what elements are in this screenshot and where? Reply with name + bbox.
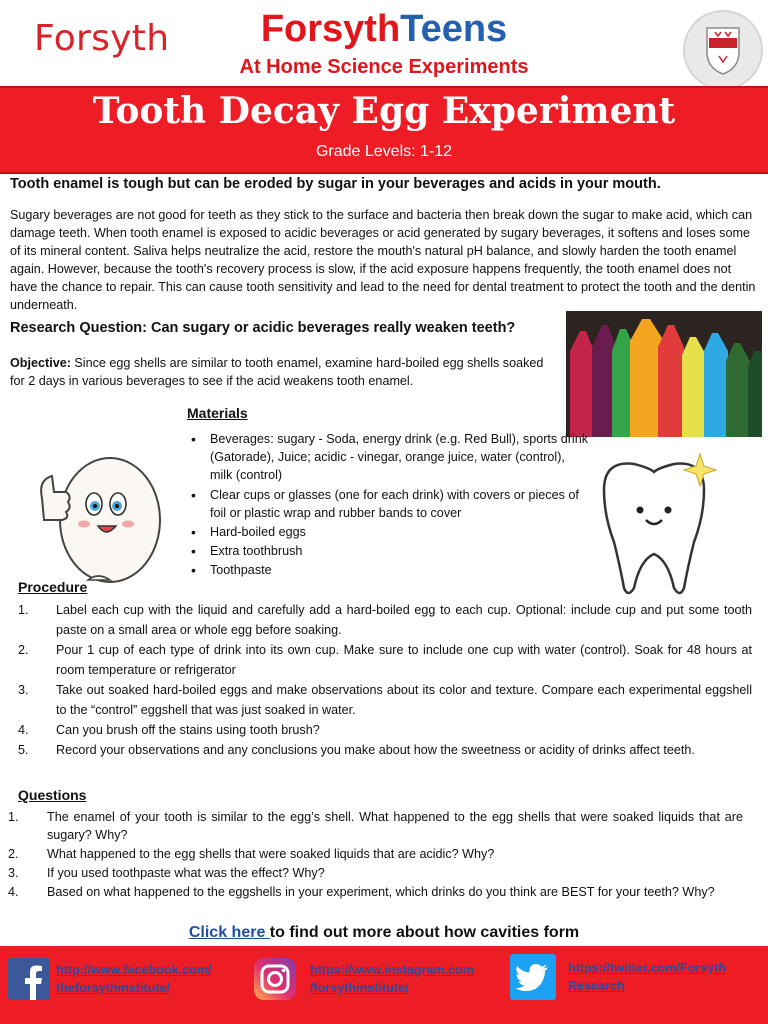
facebook-link[interactable] [56, 961, 212, 997]
question-text: What happened to the egg shells that were soaked liquids that are acidic? Why? [47, 846, 495, 861]
question-number: 2. [8, 846, 19, 861]
tooth-mascot-icon [590, 450, 740, 600]
question-item [8, 884, 743, 902]
question-item [8, 809, 743, 844]
step-text: Label each cup with the liquid and carefully add a hard-boiled egg to each cup. Optional: include cup and put some tooth paste on a small area or whole egg before soaking. [56, 603, 752, 637]
question-number: 4. [8, 884, 19, 899]
tooth-mascot-image [590, 450, 740, 600]
step-number: 4. [18, 723, 29, 737]
questions-list [8, 809, 743, 903]
step-text: Record your observations and any conclusions you make about how the sweetness or acidity of drinks affect teeth. [56, 743, 695, 757]
facebook-icon-graphic [8, 958, 50, 1000]
list-item: • Clear cups or glasses (one for each drink) with covers or pieces of foil or plastic wrap and rubber bands to cover [210, 486, 590, 522]
objective-text: Since egg shells are similar to tooth enamel, examine hard-boiled egg shells soaked for 2 days in various beverages to see if the acid weakens tooth enamel. [10, 356, 544, 388]
twitter-url-line2: Research [568, 979, 625, 993]
twitter-link[interactable] [568, 959, 726, 995]
beverage-bottles-image [566, 311, 762, 437]
crest-shield-icon [685, 12, 761, 88]
question-text: The enamel of your tooth is similar to the egg’s shell. What happened to the egg shells that were soaked liquids that are sugary? Why? [47, 810, 743, 842]
step-number: 5. [18, 743, 29, 757]
intro-paragraph: Sugary beverages are not good for teeth as they stick to the surface and bacteria then break down the sugar to make acid, which can damage teeth. When tooth enamel is exposed to acidic beverages or acid generated by sugary beverages, it softens and loses some of its mineral content. Saliva helps neutralize the acid, restore the mouth's natural pH balance, and slowly harden the tooth enamel again. However, because the tooth's recovery process is slow, if the acid exposure happens frequently, the tooth enamel does not have the chance to repair. This can cause tooth sensitivity and lead to the need for dental treatment to protect the tooth and the dentin underneath. [10, 208, 756, 312]
lead-statement: Tooth enamel is tough but can be eroded by sugar in your beverages and acids in your mouth. [10, 176, 661, 192]
instagram-icon[interactable] [254, 958, 296, 1000]
objective-paragraph [10, 354, 550, 390]
question-text: Based on what happened to the eggshells in your experiment, which drinks do you think are BEST for your teeth? Why? [47, 884, 715, 899]
grade-levels: Grade Levels: 1-12 [315, 143, 453, 160]
question-item [8, 865, 743, 883]
research-question: Research Question: Can sugary or acidic beverages really weaken teeth? [10, 320, 516, 336]
procedure-step [18, 640, 752, 680]
materials-heading: Materials [187, 405, 248, 421]
step-number: 3. [18, 683, 29, 697]
facebook-icon[interactable] [8, 958, 50, 1000]
step-text: Can you brush off the stains using tooth brush? [56, 723, 320, 737]
cavities-link-line [0, 924, 768, 942]
facebook-url-line1: http://www.facebook.com/ [56, 963, 212, 977]
question-number: 3. [8, 865, 19, 880]
twitter-url-line1: https://twitter.com/Forsyth [568, 961, 727, 975]
page-title: Tooth Decay Egg Experiment [92, 90, 676, 132]
question-text: If you used toothpaste what was the effect? Why? [47, 865, 325, 880]
step-text: Take out soaked hard-boiled eggs and make observations about its color and texture. Compare each experimental eggshell to the “control” eggshell that was just soaked in water. [56, 683, 752, 717]
step-text: Pour 1 cup of each type of drink into its own cup. Make sure to include one cup with water (control). Soak for 48 hours at room temperature or refrigerator [56, 643, 752, 677]
twitter-icon-graphic [510, 954, 556, 1000]
step-number: 1. [18, 603, 29, 617]
brand-part-teens: Teens [400, 8, 508, 50]
egg-mascot-image [28, 420, 168, 590]
materials-list [186, 430, 590, 581]
page-subtitle: At Home Science Experiments [239, 56, 529, 78]
question-number: 1. [8, 810, 19, 824]
brand-title [0, 4, 768, 54]
facebook-url-line2: theforsythinstitute/ [56, 981, 171, 995]
procedure-list [18, 600, 752, 760]
list-item: • Beverages: sugary - Soda, energy drink (e.g. Red Bull), sports drink (Gatorade), Juice; acidic - vinegar, orange juice, water (control), milk (control) [210, 430, 590, 485]
instagram-url-line2: /forsythinstitute/ [310, 981, 409, 995]
question-item [8, 846, 743, 864]
social-footer [0, 946, 768, 1024]
procedure-step [18, 720, 752, 740]
procedure-step [18, 680, 752, 720]
list-item: • Toothpaste [210, 561, 590, 579]
forsyth-logo: Forsyth [34, 18, 170, 59]
list-item: • Hard-boiled eggs [210, 523, 590, 541]
objective-label: Objective: [10, 356, 71, 370]
procedure-step [18, 600, 752, 640]
bottles-illustration [566, 311, 762, 437]
click-here-description: to find out more about how cavities form [269, 924, 580, 941]
twitter-icon[interactable] [510, 954, 556, 1000]
instagram-link[interactable] [310, 961, 474, 997]
brand-part-forsyth: Forsyth [260, 8, 401, 50]
instagram-icon-graphic [254, 958, 296, 1000]
click-here-link[interactable]: Click here [188, 924, 270, 941]
questions-heading: Questions [18, 787, 87, 803]
step-number: 2. [18, 643, 29, 657]
instagram-url-line1: https://www.instagram.com [310, 963, 474, 977]
crest-icon [683, 10, 763, 90]
list-item: • Extra toothbrush [210, 542, 590, 560]
egg-mascot-icon [28, 420, 168, 590]
procedure-heading: Procedure [18, 579, 88, 595]
procedure-step [18, 740, 752, 760]
